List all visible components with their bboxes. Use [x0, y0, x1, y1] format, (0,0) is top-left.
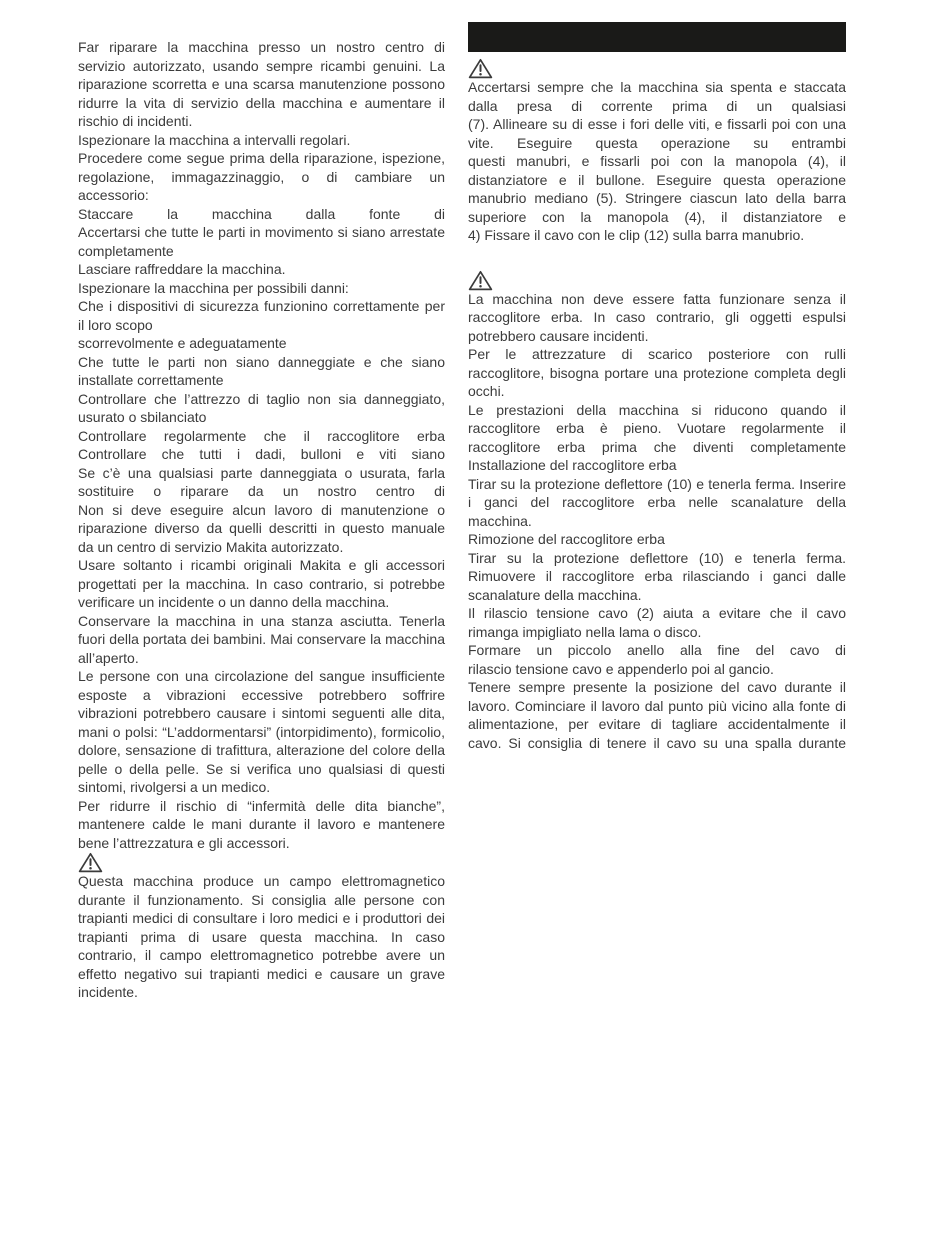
- list-item: Che i dispositivi di sicurezza funzionino correttamente per il loro scopo: [78, 298, 445, 333]
- warning-icon: [468, 58, 846, 78]
- paragraph: manubrio mediano (5). Stringere ciascun lato della barra superiore con la manopola (4), il distanziatore e: [468, 190, 846, 225]
- warning-icon: [468, 270, 846, 290]
- list-item: Lasciare raffreddare la macchina.: [78, 261, 286, 277]
- list-item: 4) Fissare il cavo con le clip (12) sulla barra manubrio.: [468, 227, 805, 243]
- right-column: [468, 22, 846, 752]
- paragraph: Tirar su la protezione deflettore (10) e tenerla ferma. Inserire i ganci del raccoglitore erba nelle scanalature della macchina.: [468, 475, 846, 529]
- list-item: Controllare che tutti i dadi, bulloni e viti siano: [78, 446, 445, 462]
- paragraph: Usare soltanto i ricambi originali Makita e gli accessori progettati per la macchina. In caso contrario, si potrebbe verificare un incidente o un danno della macchina.: [78, 557, 445, 610]
- list-item: scorrevolmente e adeguatamente: [78, 335, 287, 351]
- paragraph: (7). Allineare su di esse i fori delle viti, e fissarli poi con una vite. Eseguire questa operazione su entrambi: [468, 116, 846, 151]
- paragraph: Tirar su la protezione deflettore (10) e tenerla ferma. Rimuovere il raccoglitore erba rilasciando i ganci dalle scanalature della macchina.: [468, 549, 846, 603]
- subheading: Installazione del raccoglitore erba: [468, 457, 677, 473]
- paragraph: Per le attrezzature di scarico posteriore con rulli: [468, 346, 846, 362]
- paragraph: Procedere come segue prima della riparazione, ispezione, regolazione, immagazzinaggio, o di cambiare un accessorio:: [78, 150, 445, 203]
- paragraph: raccoglitore, bisogna portare una protezione completa degli occhi.: [468, 364, 846, 399]
- paragraph: questi manubri, e fissarli poi con la manopola (4), il distanziatore e il bullone. Eseguire questa operazione: [468, 153, 846, 188]
- paragraph: Per ridurre il rischio di “infermità delle dita bianche”, mantenere calde le mani durante il lavoro e mantenere bene l’attrezzatura e gli accessori.: [78, 797, 445, 851]
- paragraph: Formare un piccolo anello alla fine del cavo di: [468, 642, 846, 658]
- paragraph: Ispezionare la macchina per possibili danni:: [78, 279, 349, 296]
- paragraph: vibrazioni potrebbero causare i sintomi seguenti alle dita, mani o polsi: “L’addormentarsi” (intorpidimento), formicolio, dolore, sensazione di trafittura, alterazione del colore della pelle o della pelle. Se si verifica uno qualsiasi di questi sintomi, rivolgersi a un medico.: [78, 705, 445, 795]
- list-item: Accertarsi che tutte le parti in movimento si siano arrestate completamente: [78, 224, 445, 259]
- paragraph: Accertarsi sempre che la macchina sia spenta e staccata dalla presa di corrente prima di un qualsiasi: [468, 79, 846, 114]
- paragraph: da un centro di servizio Makita autorizzato.: [78, 538, 344, 555]
- paragraph: Le persone con una circolazione del sangue insufficiente esposte a vibrazioni eccessive potrebbero soffrire: [78, 668, 445, 703]
- subheading: Rimozione del raccoglitore erba: [468, 531, 665, 547]
- paragraph: Conservare la macchina in una stanza asciutta. Tenerla fuori della portata dei bambini. Mai conservare la macchina all’aperto.: [78, 612, 445, 666]
- paragraph: Non si deve eseguire alcun lavoro di manutenzione o riparazione diverso da quelli descritti in questo manuale: [78, 501, 445, 536]
- list-item: Se c’è una qualsiasi parte danneggiata o usurata, farla sostituire o riparare da un nostro centro di: [78, 464, 445, 499]
- paragraph: Le prestazioni della macchina si riducono quando il raccoglitore erba è pieno. Vuotare regolarmente il raccoglitore erba prima che diventi completamente: [468, 401, 846, 455]
- paragraph: Far riparare la macchina presso un nostro centro di servizio autorizzato, usando sempre ricambi genuini. La riparazione scorretta e una scarsa manutenzione possono ridurre la vita di servizio della macchina e aumentare il rischio di incidenti.: [78, 39, 445, 129]
- paragraph: Questa macchina produce un campo elettromagnetico durante il funzionamento. Si consiglia alle persone con trapianti medici di consultare i loro medici e i produttori dei trapianti prima di usare questa macchina. In caso contrario, il campo elettromagnetico potrebbe avere un effetto negativo sui trapianti medici e causare un grave incidente.: [78, 873, 445, 1000]
- paragraph: Tenere sempre presente la posizione del cavo durante il lavoro. Cominciare il lavoro dal punto più vicino alla fonte di alimentazione, per evitare di tagliare accidentalmente il cavo. Si consiglia di tenere il cavo su una spalla durante: [468, 679, 846, 751]
- list-item: Controllare regolarmente che il raccoglitore erba: [78, 427, 445, 444]
- paragraph: Ispezionare la macchina a intervalli regolari.: [78, 131, 351, 148]
- list-item: Staccare la macchina dalla fonte di: [78, 205, 445, 222]
- list-item: Controllare che l’attrezzo di taglio non sia danneggiato, usurato o sbilanciato: [78, 390, 445, 425]
- paragraph: Il rilascio tensione cavo (2) aiuta a evitare che il cavo rimanga impigliato nella lama o disco.: [468, 605, 846, 640]
- paragraph: rilascio tensione cavo e appenderlo poi al gancio.: [468, 660, 774, 677]
- warning-icon: [78, 852, 445, 872]
- list-item: Che tutte le parti non siano danneggiate e che siano installate correttamente: [78, 353, 445, 388]
- section-header-bar: [468, 22, 846, 52]
- left-column: [78, 38, 445, 1002]
- paragraph: La macchina non deve essere fatta funzionare senza il raccoglitore erba. In caso contrario, gli oggetti espulsi potrebbero causare incidenti.: [468, 290, 846, 344]
